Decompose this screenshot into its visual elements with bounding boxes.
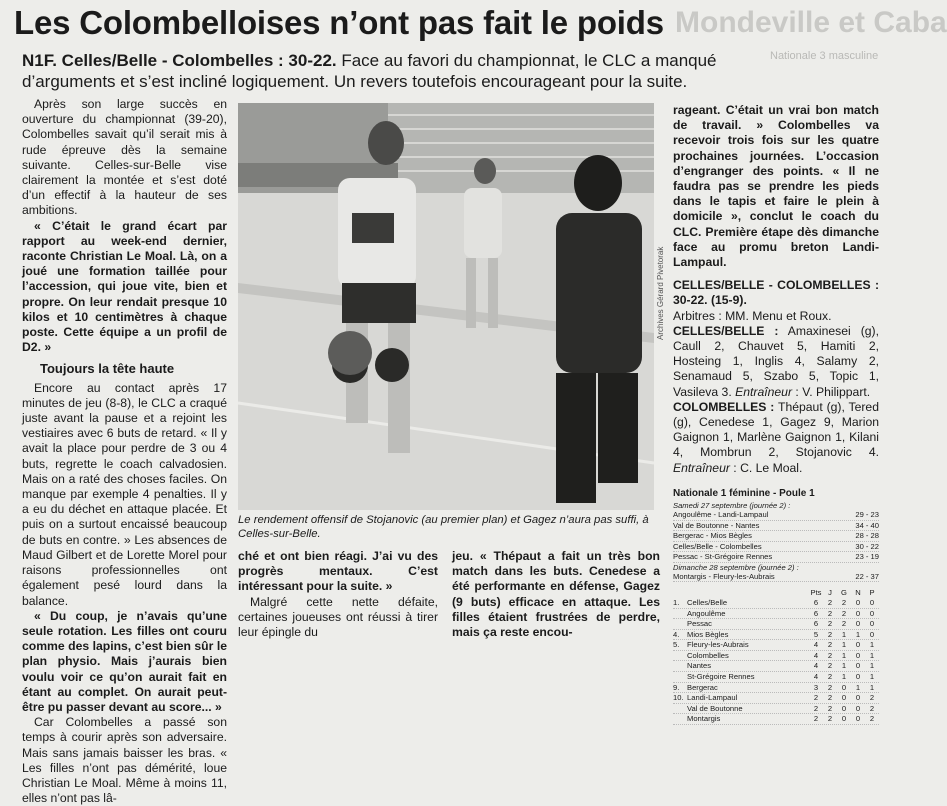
result-score: 34 - 40: [855, 520, 879, 530]
matchday-label: Samedi 27 septembre (journée 2) :: [673, 501, 791, 511]
stat-g: 0: [841, 682, 847, 692]
header-pts: Pts: [810, 588, 822, 598]
away-coach: : C. Le Moal.: [729, 460, 803, 475]
stat-p: 0: [869, 597, 875, 607]
standings-header: [673, 588, 879, 598]
result-row: [673, 542, 879, 552]
standings-row: [673, 714, 879, 725]
match-score: CELLES/BELLE - COLOMBELLES : 30-22. (15-9).: [673, 278, 879, 308]
stat-p: 1: [869, 640, 875, 650]
stat-p: 1: [869, 682, 875, 692]
result-row: [673, 531, 879, 541]
standings-rows: [673, 598, 879, 725]
adjacent-article-heading: Mondeville et Caba: [675, 6, 947, 39]
stat-g: 1: [841, 640, 847, 650]
paragraph: Malgré cette nette défaite, certaines joueuses ont réussi à tirer leur épingle du: [238, 594, 438, 640]
stat-j: 2: [827, 629, 833, 639]
stat-pts: 4: [813, 672, 819, 682]
header-n: N: [855, 588, 861, 598]
stat-n: 0: [855, 703, 861, 713]
result-score: 30 - 22: [855, 541, 879, 551]
team-cell: [673, 640, 809, 650]
result-match: Val de Boutonne - Nantes: [673, 520, 760, 530]
standfirst-score: N1F. Celles/Belle - Colombelles : 30-22.: [22, 51, 337, 70]
team-name: Angoulême: [687, 608, 726, 618]
team-name: Montargis: [687, 714, 721, 724]
article-column-2: [238, 549, 438, 640]
stat-pts: 2: [813, 703, 819, 713]
team-cell: [673, 598, 809, 608]
results-list: [673, 510, 879, 562]
results-table: [673, 501, 879, 582]
team-name: Val de Boutonne: [687, 703, 743, 713]
stat-p: 2: [869, 703, 875, 713]
team-name: St-Grégoire Rennes: [687, 672, 755, 682]
stat-j: 2: [827, 597, 833, 607]
stat-j: 2: [827, 661, 833, 671]
team-cell: [673, 704, 809, 714]
photo-illustration: [238, 103, 654, 510]
article-column-1: [22, 97, 227, 806]
team-cell: [673, 609, 809, 619]
paragraph-quote: « C’était le grand écart par rapport au week-end dernier, raconte Christian Le Moal. Là, on a joué une formation taillée pour l’accession, qui joue vite, bien et propre. On leur rendait presque 10 kilos et 10 centimètres à chaque poste. Cette équipe a un profil de D2. »: [22, 218, 227, 355]
stat-pts: 6: [813, 608, 819, 618]
league-title: Nationale 1 féminine - Poule 1: [673, 487, 815, 499]
stat-p: 0: [869, 608, 875, 618]
result-match: Montargis - Fleury-les-Aubrais: [673, 571, 775, 581]
stat-p: 1: [869, 650, 875, 660]
stat-g: 2: [841, 597, 847, 607]
stat-p: 2: [869, 714, 875, 724]
rank: 1.: [673, 597, 680, 607]
rank: 4.: [673, 629, 680, 639]
result-score: 22 - 37: [855, 571, 879, 581]
result-match: Bergerac - Mios Bègles: [673, 531, 752, 541]
away-lineup: [673, 400, 879, 476]
paragraph-quote: rageant. C’était un vrai bon match de travail. » Colombelles va recevoir trois fois sur les quatre prochaines journées. L’occasion d’engranger des points. « Il ne faudra pas se prendre les pieds dans le tapis et faire le plein à domicile », conclut le coach du CLC. Première étape dès dimanche face au promu breton Landi-Lampaul.: [673, 103, 879, 270]
home-team-label: CELLES/BELLE :: [673, 323, 779, 338]
handball-photo: [238, 103, 654, 510]
stat-j: 2: [827, 693, 833, 703]
stat-j: 2: [827, 672, 833, 682]
team-cell: [673, 693, 809, 703]
stat-g: 0: [841, 714, 847, 724]
paragraph: Encore au contact après 17 minutes de jeu (8-8), le CLC a craqué juste avant la pause et a rejoint les vestiaires avec 6 buts de retard. « Il y avait la place pour perdre de 3 ou 4 buts, regrette le coach calvadosien. Mais on a raté des choses faciles. On manque par exemple 4 penalties. Il y a eu du déchet en attaque placée. Et puis on a surtout encaissé beaucoup de buts en contre. » Les absences de Maud Gilbert et de Lorette Morel pour raisons professionnelles ont également pesé lourd dans la balance.: [22, 380, 227, 608]
team-name: Nantes: [687, 661, 712, 671]
stat-pts: 3: [813, 682, 819, 692]
photo-credit: Archives Gérard Pivetorak: [656, 246, 665, 340]
stat-p: 0: [869, 629, 875, 639]
header-g: G: [841, 588, 847, 598]
result-row: [673, 552, 879, 562]
home-coach: : V. Philippart.: [792, 384, 871, 399]
result-row: [673, 521, 879, 531]
stat-g: 2: [841, 608, 847, 618]
stat-n: 0: [855, 597, 861, 607]
article-column-3: [452, 549, 660, 640]
result-row: [673, 572, 879, 582]
matchday-label: Dimanche 28 septembre (journée 2) :: [673, 562, 799, 572]
team-cell: [673, 714, 809, 724]
adjacent-article-subhead: Nationale 3 masculine: [770, 50, 879, 62]
stat-p: 1: [869, 672, 875, 682]
stat-g: 1: [841, 650, 847, 660]
stat-j: 2: [827, 640, 833, 650]
stat-pts: 4: [813, 640, 819, 650]
stat-j: 2: [827, 714, 833, 724]
stat-j: 2: [827, 619, 833, 629]
stat-n: 0: [855, 661, 861, 671]
team-cell: [673, 630, 809, 640]
photo-caption: Le rendement offensif de Stojanovic (au premier plan) et Gagez n’aura pas suffi, à Celles-sur-Belle.: [238, 514, 649, 540]
stat-g: 1: [841, 661, 847, 671]
result-score: 29 - 23: [855, 510, 879, 520]
stat-j: 2: [827, 608, 833, 618]
stat-n: 0: [855, 672, 861, 682]
subheading: Toujours la tête haute: [40, 361, 175, 377]
stat-n: 0: [855, 619, 861, 629]
home-lineup: [673, 324, 879, 400]
stat-n: 1: [855, 682, 861, 692]
stat-pts: 2: [813, 693, 819, 703]
standings-row: [673, 651, 879, 662]
standings-row: [673, 661, 879, 672]
stat-p: 1: [869, 661, 875, 671]
result-match: Celles/Belle - Colombelles: [673, 541, 762, 551]
team-name: Bergerac: [687, 682, 718, 692]
team-cell: [673, 661, 809, 671]
rank: 5.: [673, 640, 680, 650]
standings-row: [673, 630, 879, 641]
stat-g: 1: [841, 672, 847, 682]
rank: 10.: [673, 693, 684, 703]
stat-p: 0: [869, 619, 875, 629]
team-cell: [673, 683, 809, 693]
standings-row: [673, 619, 879, 630]
result-match: Pessac - St-Grégoire Rennes: [673, 552, 773, 562]
stat-j: 2: [827, 682, 833, 692]
stat-j: 2: [827, 650, 833, 660]
result-score: 28 - 28: [855, 531, 879, 541]
result-score: 23 - 19: [855, 552, 879, 562]
away-coach-label: Entraîneur: [673, 460, 730, 475]
team-name: Colombelles: [687, 650, 729, 660]
stat-n: 0: [855, 640, 861, 650]
team-name: Pessac: [687, 619, 712, 629]
paragraph-quote: « Du coup, je n’avais qu’une seule rotation. Les filles ont couru comme des lapins, c’est bien sûr le plan physio. Mais j’aurais bien voulu voir ce qu’on aurait fait en étant au complet. On aurait peut-être pu passer devant au score... »: [22, 608, 227, 714]
standfirst-text: Face au favori du championnat, le CLC a manqué d’arguments et s’est incliné logiquement. Un revers toutefois encourageant pour la suite.: [22, 51, 717, 91]
team-name: Fleury-les-Aubrais: [687, 640, 749, 650]
rank: 9.: [673, 682, 680, 692]
standings-row: [673, 683, 879, 694]
stat-n: 0: [855, 650, 861, 660]
team-cell: [673, 672, 809, 682]
referees: Arbitres : MM. Menu et Roux.: [673, 308, 832, 323]
stat-g: 0: [841, 703, 847, 713]
team-name: Landi-Lampaul: [687, 693, 738, 703]
standfirst: [22, 50, 782, 92]
stat-pts: 4: [813, 650, 819, 660]
stat-g: 2: [841, 619, 847, 629]
stat-pts: 6: [813, 597, 819, 607]
stat-pts: 4: [813, 661, 819, 671]
stat-g: 0: [841, 693, 847, 703]
header-p: P: [869, 588, 875, 598]
standings-row: [673, 609, 879, 620]
standings-row: [673, 672, 879, 683]
home-coach-label: Entraîneur: [735, 384, 793, 399]
article-column-4: [673, 103, 879, 725]
standings-row: [673, 704, 879, 715]
away-players: Thépaut (g), Tered (g), Cenedese 1, Gagez 9, Marion Gaignon 1, Marlène Gaignon 1, Kilani 4, Mombrun 2, Stojanovic 4.: [673, 399, 879, 460]
stat-n: 1: [855, 629, 861, 639]
paragraph-quote: jeu. « Thépaut a fait un très bon match dans les buts. Cenedese a été performante en défense, Gagez (9 buts) efficace en attaque. Les filles étaient frustrées de perdre, mais ça reste encou-: [452, 549, 660, 640]
stat-n: 0: [855, 714, 861, 724]
result-match: Angoulême - Landi-Lampaul: [673, 510, 769, 520]
result-row: [673, 510, 879, 520]
away-team-label: COLOMBELLES :: [673, 399, 775, 414]
stat-n: 0: [855, 693, 861, 703]
headline: Les Colombelloises n’ont pas fait le poids: [14, 4, 664, 41]
results-list: [673, 572, 879, 582]
header-j: J: [828, 588, 832, 598]
standings-row: [673, 693, 879, 704]
stat-pts: 5: [813, 629, 819, 639]
team-cell: [673, 651, 809, 661]
stat-pts: 6: [813, 619, 819, 629]
team-name: Mios Bègles: [687, 629, 729, 639]
stat-g: 1: [841, 629, 847, 639]
standings-table: [673, 588, 879, 725]
standings-row: [673, 598, 879, 609]
home-players: Amaxinesei (g), Caull 2, Chauvet 5, Hamiti 2, Hosteing 1, Inglis 4, Salamy 2, Senamaud 5, Szabo 5, Topic 1, Vasileva 3.: [673, 323, 879, 399]
paragraph: Car Colombelles a passé son temps à courir après son adversaire. Mais sans jamais baisser les bras. « Les filles n’ont pas démérité, loue Christian Le Moal. Même à moins 11, elles n’ont pas lâ-: [22, 715, 227, 806]
standings-row: [673, 640, 879, 651]
paragraph-quote: ché et ont bien réagi. J’ai vu des progrès mentaux. C’est intéressant pour la suite. »: [238, 549, 438, 594]
stat-n: 0: [855, 608, 861, 618]
stat-pts: 2: [813, 714, 819, 724]
stat-j: 2: [827, 703, 833, 713]
paragraph: Après son large succès en ouverture du championnat (39-20), Colombelles savait qu’il serait mis à rude épreuve dès la semaine suivante. Celles-sur-Belle vise clairement la montée et s’est doté d’un effectif à la hauteur de ses ambitions.: [22, 97, 227, 218]
stat-p: 2: [869, 693, 875, 703]
team-name: Celles/Belle: [687, 597, 728, 607]
team-cell: [673, 619, 809, 629]
